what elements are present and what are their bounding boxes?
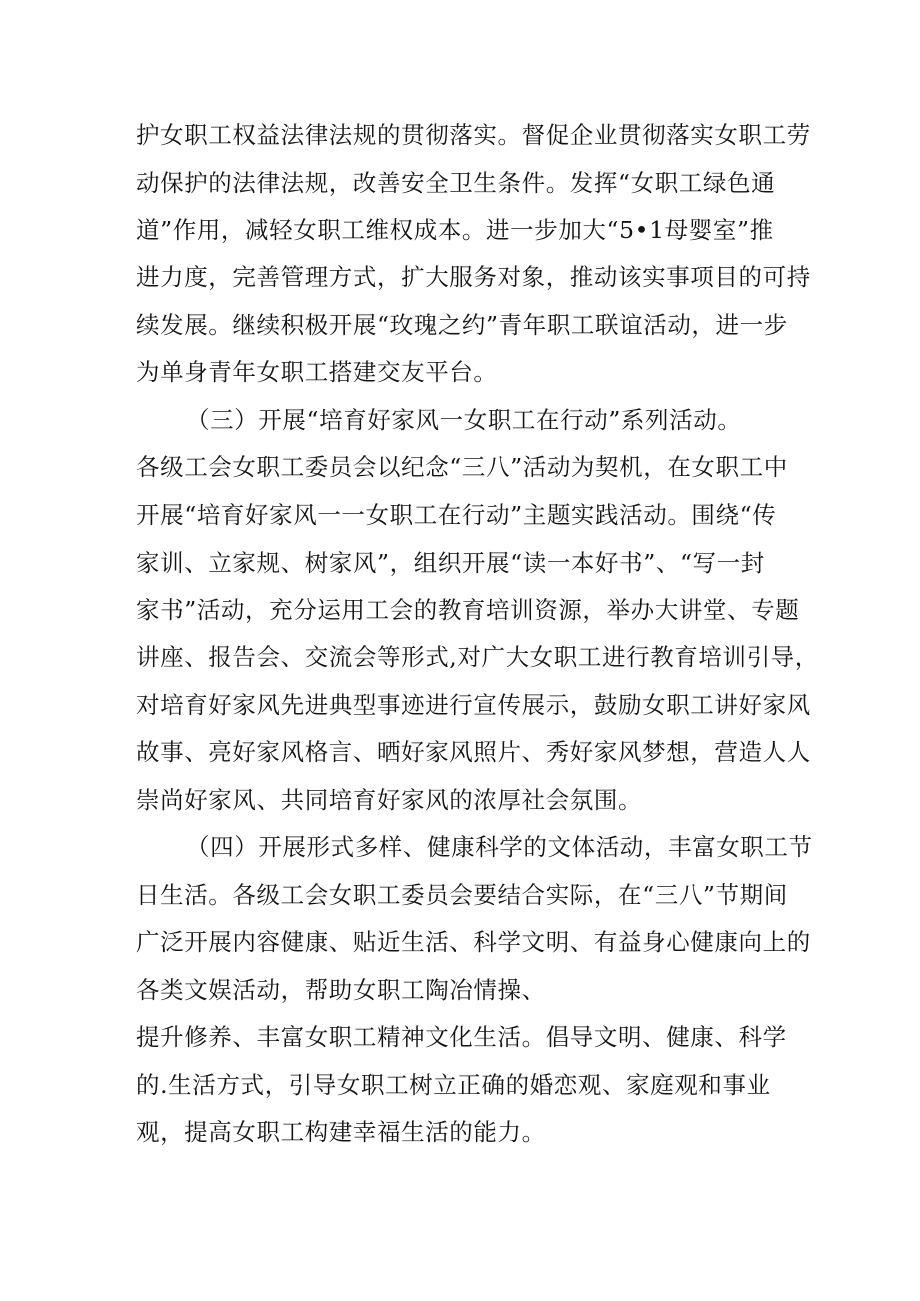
text-line: 开展“培育好家风一一女职工在行动”主题实践活动。围绕“传	[136, 501, 777, 529]
text-line: 为单身青年女职工搭建交友平台。	[136, 358, 498, 386]
text-line: 护女职工权益法律法规的贯彻落实。督促企业贯彻落实女职工劳	[136, 121, 811, 149]
text-line: 动保护的法律法规，改善安全卫生条件。发挥“女职工绿色通	[136, 169, 776, 197]
text-line: 观，提高女职工构建幸福生活的能力。	[136, 1118, 546, 1146]
section-heading: （三）开展“培育好家风一女职工在行动”系列活动。	[186, 406, 742, 434]
text-line: 崇尚好家风、共同培育好家风的浓厚社会氛围。	[136, 786, 643, 814]
text-line: 广泛开展内容健康、贴近生活、科学文明、有益身心健康向上的	[136, 928, 811, 956]
section-heading: （四）开展形式多样、健康科学的文体活动，丰富女职工节	[186, 833, 813, 861]
text-line: 家书”活动，充分运用工会的教育培训资源，举办大讲堂、专题	[136, 596, 800, 624]
text-line: 道”作用，减轻女职工维权成本。进一步加大“5•1母婴室”推	[136, 216, 774, 244]
text-line: 提升修养、丰富女职工精神文化生活。倡导文明、健康、科学	[136, 1023, 787, 1051]
text-line: 日生活。各级工会女职工委员会要结合实际，在“三八”节期间	[136, 881, 788, 909]
text-line: 家训、立家规、树家风”，组织开展“读一本好书”、“写一封	[136, 549, 765, 577]
text-line: 各类文娱活动，帮助女职工陶冶情操、	[136, 976, 546, 1004]
text-line: 讲座、报告会、交流会等形式,对广大女职工进行教育培训引导，	[136, 643, 819, 671]
text-line: 各级工会女职工委员会以纪念“三八”活动为契机，在女职工中	[136, 453, 788, 481]
text-line: 续发展。继续积极开展“玫瑰之约”青年职工联谊活动，进一步	[136, 311, 788, 339]
text-line: 对培育好家风先进典型事迹进行宣传展示，鼓励女职工讲好家风	[136, 691, 811, 719]
text-line: 故事、亮好家风格言、晒好家风照片、秀好家风梦想，营造人人	[136, 738, 811, 766]
text-line: 进力度，完善管理方式，扩大服务对象，推动该实事项目的可持	[136, 263, 811, 291]
text-line: 的.生活方式，引导女职工树立正确的婚恋观、家庭观和事业	[136, 1071, 771, 1099]
